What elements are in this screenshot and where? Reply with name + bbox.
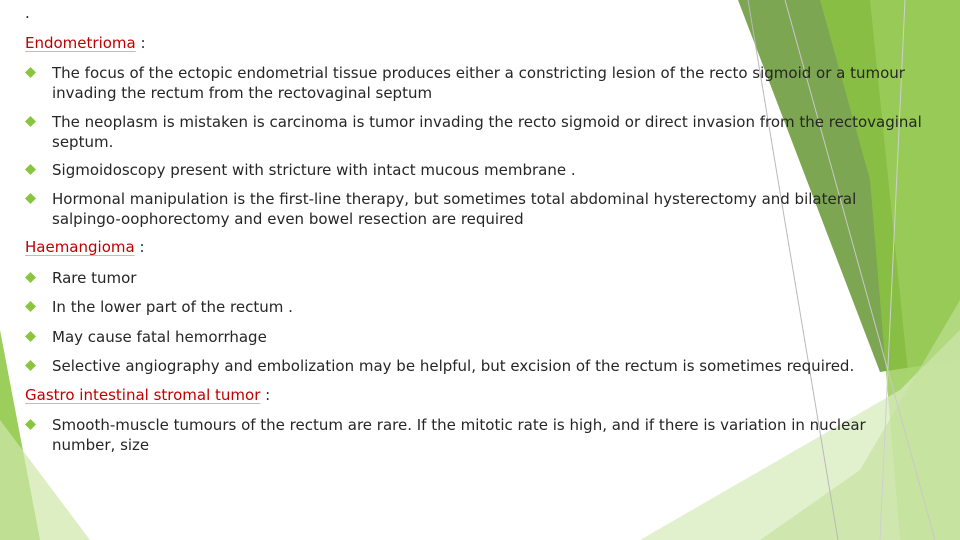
section-title: Endometrioma [25, 34, 136, 52]
bullet-item [25, 160, 925, 180]
bullet-item [25, 327, 925, 347]
diamond-bullet-icon [25, 360, 36, 371]
section-heading-haemangioma [25, 238, 145, 256]
bullet-item [25, 189, 925, 229]
bullet-text: Rare tumor [52, 269, 137, 287]
diamond-bullet-icon [25, 116, 36, 127]
bullet-item [25, 268, 925, 288]
diamond-bullet-icon [25, 301, 36, 312]
bullet-item [25, 415, 925, 455]
section-suffix: : [260, 386, 271, 404]
section-title: Haemangioma [25, 238, 135, 256]
bullet-text: Sigmoidoscopy present with stricture with intact mucous membrane . [52, 161, 576, 179]
bullet-text: The neoplasm is mistaken is carcinoma is tumor invading the recto sigmoid or direct invasion from the rectovaginal septum. [52, 113, 922, 151]
bullet-text: May cause fatal hemorrhage [52, 328, 267, 346]
bullet-text: Selective angiography and embolization may be helpful, but excision of the rectum is sometimes required. [52, 357, 855, 375]
diamond-bullet-icon [25, 193, 36, 204]
section-suffix: : [135, 34, 146, 52]
bullet-text: Hormonal manipulation is the first-line therapy, but sometimes total abdominal hysterectomy and bilateral salpingo-oophorectomy and even bowel resection are required [52, 190, 857, 228]
section-suffix: : [134, 238, 145, 256]
bullet-item [25, 63, 925, 103]
diamond-bullet-icon [25, 272, 36, 283]
bullet-item [25, 112, 925, 152]
section-heading-gist [25, 386, 270, 404]
bullet-item [25, 356, 925, 376]
section-heading-endometrioma [25, 34, 146, 52]
bullet-item [25, 297, 925, 317]
diamond-bullet-icon [25, 419, 36, 430]
diamond-bullet-icon [25, 331, 36, 342]
bullet-text: Smooth-muscle tumours of the rectum are rare. If the mitotic rate is high, and if there is variation in nuclear number, size [52, 416, 866, 454]
section-title: Gastro intestinal stromal tumor [25, 386, 261, 404]
top-dot: . [25, 4, 30, 22]
bullet-text: The focus of the ectopic endometrial tissue produces either a constricting lesion of the recto sigmoid or a tumour invading the rectum from the rectovaginal septum [52, 64, 905, 102]
bullet-text: In the lower part of the rectum . [52, 298, 293, 316]
diamond-bullet-icon [25, 67, 36, 78]
diamond-bullet-icon [25, 164, 36, 175]
